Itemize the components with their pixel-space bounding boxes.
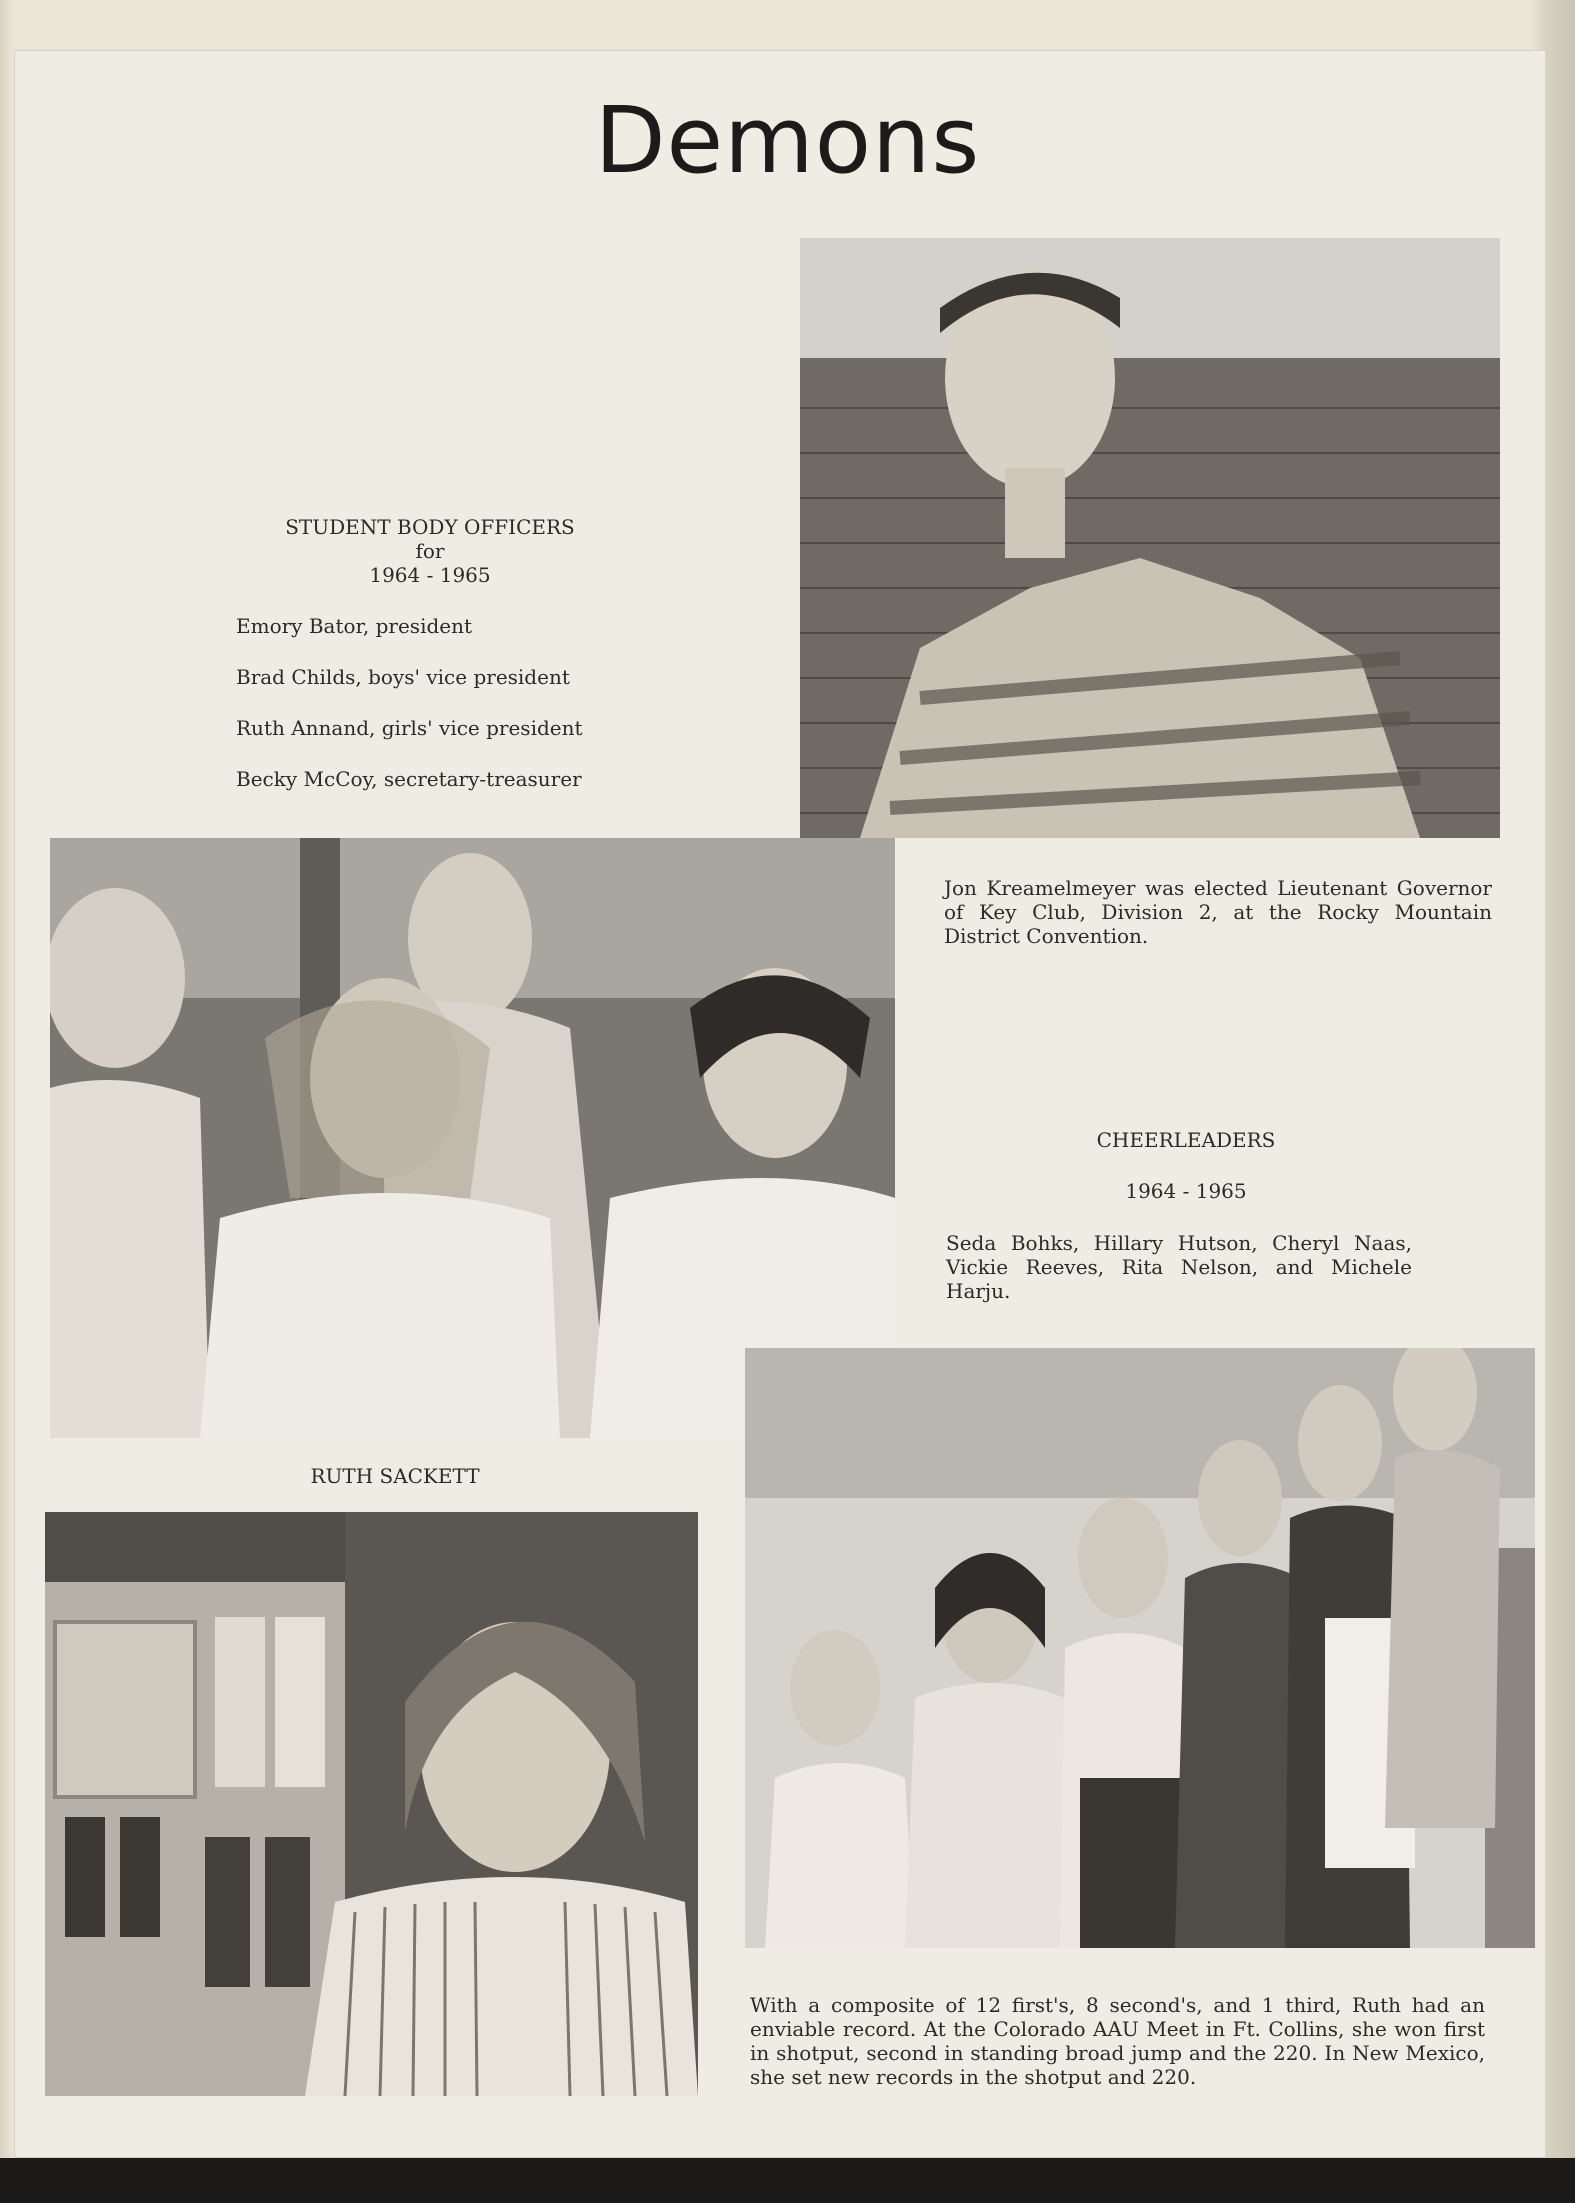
ruth-sackett-heading: RUTH SACKETT <box>310 1464 480 1488</box>
officers-list <box>236 614 636 818</box>
ruth-sackett-caption: With a composite of 12 first's, 8 second's, and 1 third, Ruth had an enviable record. At the Colorado AAU Meet in Ft. Collins, she won first in shotput, second in standing broad jump and the 220. In New Mexico, she set new records in the shotput and 220. <box>750 1993 1485 2089</box>
officer-girls-vp: Ruth Annand, girls' vice president <box>236 716 583 740</box>
officers-heading-block <box>250 515 610 587</box>
officer-boys-vp: Brad Childs, boys' vice president <box>236 665 570 689</box>
cheerleaders-years: 1964 - 1965 <box>1125 1179 1247 1203</box>
officer-secretary-treasurer: Becky McCoy, secretary-treasurer <box>236 767 582 791</box>
photo-jon-kreamelmeyer <box>800 238 1500 838</box>
officers-years: 1964 - 1965 <box>369 563 491 587</box>
photo-cheerleaders <box>745 1348 1535 1948</box>
officers-heading: STUDENT BODY OFFICERS <box>285 515 575 539</box>
key-club-caption: Jon Kreamelmeyer was elected Lieutenant Governor of Key Club, Division 2, at the Rocky Mountain District Convention. <box>944 876 1492 948</box>
page-title: Demons <box>594 87 981 194</box>
cheerleaders-heading: CHEERLEADERS <box>1096 1128 1276 1152</box>
scan-bottom-edge <box>0 2158 1575 2203</box>
officer-president: Emory Bator, president <box>236 614 473 638</box>
officers-for: for <box>415 539 445 563</box>
cheerleaders-names: Seda Bohks, Hillary Hutson, Cheryl Naas, Vickie Reeves, Rita Nelson, and Michele Harju. <box>946 1231 1412 1303</box>
photo-ruth-sackett <box>45 1512 698 2096</box>
